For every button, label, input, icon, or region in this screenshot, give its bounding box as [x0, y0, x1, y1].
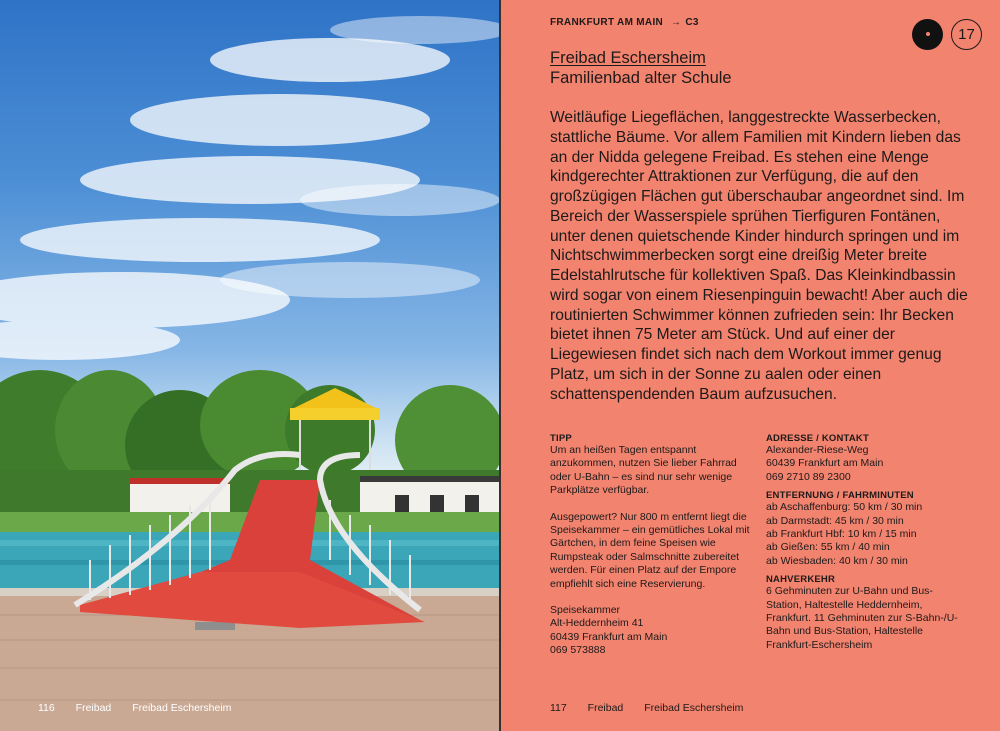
- distance-item: ab Wiesbaden: 40 km / 30 min: [766, 554, 908, 567]
- body-text: Weitläufige Liegeflächen, langgestreckte Wasserbecken, stattliche Bäume. Vor allem Familien mit Kindern lieben das an der Nidda gelegene Freibad. Es stehen eine Menge kindgerechter Attraktionen zur Verfügung, die auf den großzügigen Flächen gut überschaubar angeordnet sind. Im Bereich der Wasserspiele sprühen Tierfiguren Fontänen, unter denen quietschende Kinder hindurch springen und im Nichtschwimmerbecken sorgt eine dreißig Meter breite Edelstahlrutsche für kollektiven Spaß. Das Kleinkindbassin wird sogar von einem Riesenpinguin bewacht! Aber auch die routinierten Schwimmer können zufrieden sein: Ihr Becken bietet ihnen 75 Meter am Stück. Und auf einer der Liegewiesen findet sich nach dem Workout immer genug Platz, um sich in der Sonne zu aalen oder einen schattenspendenden Baum aufzusuchen.: [550, 109, 968, 403]
- map-dot-icon: [912, 19, 943, 50]
- distance-item: ab Darmstadt: 45 km / 30 min: [766, 514, 904, 527]
- kicker-city: FRANKFURT AM MAIN: [550, 17, 664, 28]
- location-kicker: [550, 17, 699, 28]
- tipp-column: [550, 433, 750, 658]
- address-phone: 069 2710 89 2300: [766, 470, 851, 483]
- address-street: Alexander-Riese-Weg: [766, 444, 869, 456]
- footer-name-right: Freibad Eschersheim: [644, 702, 744, 714]
- nahverkehr-label: NAHVERKEHR: [766, 574, 836, 586]
- adresse-label: ADRESSE / KONTAKT: [766, 433, 869, 444]
- footer-left: [38, 702, 249, 714]
- page-number-right: 117: [550, 702, 567, 714]
- page-subtitle: Familienbad alter Schule: [550, 69, 732, 87]
- nahverkehr-text: 6 Gehminuten zur U-Bahn und Bus-Station, Haltestelle Heddernheim, Frankfurt. 11 Gehminuten zur S-Bahn-/U-Bahn und Bus-Station, Haltestelle Frankfurt-Eschersheim: [766, 585, 958, 651]
- footer-name-left: Freibad Eschersheim: [132, 702, 232, 714]
- footer-right: [550, 702, 761, 714]
- kicker-grid: C3: [685, 17, 699, 28]
- venue-street: Alt-Heddernheim 41: [550, 617, 644, 630]
- footer-category-right: Freibad: [587, 702, 624, 714]
- entfernung-label: ENTFERNUNG / FAHRMINUTEN: [766, 490, 914, 502]
- distance-item: ab Frankfurt Hbf: 10 km / 15 min: [766, 528, 917, 541]
- address-city: 60439 Frankfurt am Main: [766, 457, 884, 470]
- page-number-left: 116: [38, 702, 55, 714]
- distance-item: ab Aschaffenburg: 50 km / 30 min: [766, 501, 923, 514]
- tipp-label: TIPP: [550, 433, 572, 444]
- page-title: Freibad Eschersheim: [550, 49, 706, 67]
- tipp-text-1: Um an heißen Tagen entspannt anzukommen, nutzen Sie lieber Fahrrad oder U-Bahn – es sind nur sehr wenige Parkplätze verfügbar.: [550, 444, 737, 497]
- venue-name: Speisekammer: [550, 604, 621, 617]
- arrow-icon: →: [671, 17, 682, 28]
- info-column: [766, 433, 966, 652]
- right-page: [501, 0, 1000, 731]
- distance-item: ab Gießen: 55 km / 40 min: [766, 541, 890, 554]
- footer-category-left: Freibad: [75, 702, 112, 714]
- entry-number-badge: 17: [951, 19, 982, 50]
- venue-phone: 069 573888: [550, 644, 606, 657]
- tipp-text-2: Ausgepowert? Nur 800 m entfernt liegt die Speisekammer – ein gemütliches Lokal mit Gärtchen, in dem feine Speisen wie Rumpsteak oder Salmschnitte zubereitet werden. Für einen Platz auf der Empore empfiehlt sich eine Reservierung.: [550, 510, 750, 590]
- venue-city: 60439 Frankfurt am Main: [550, 630, 668, 643]
